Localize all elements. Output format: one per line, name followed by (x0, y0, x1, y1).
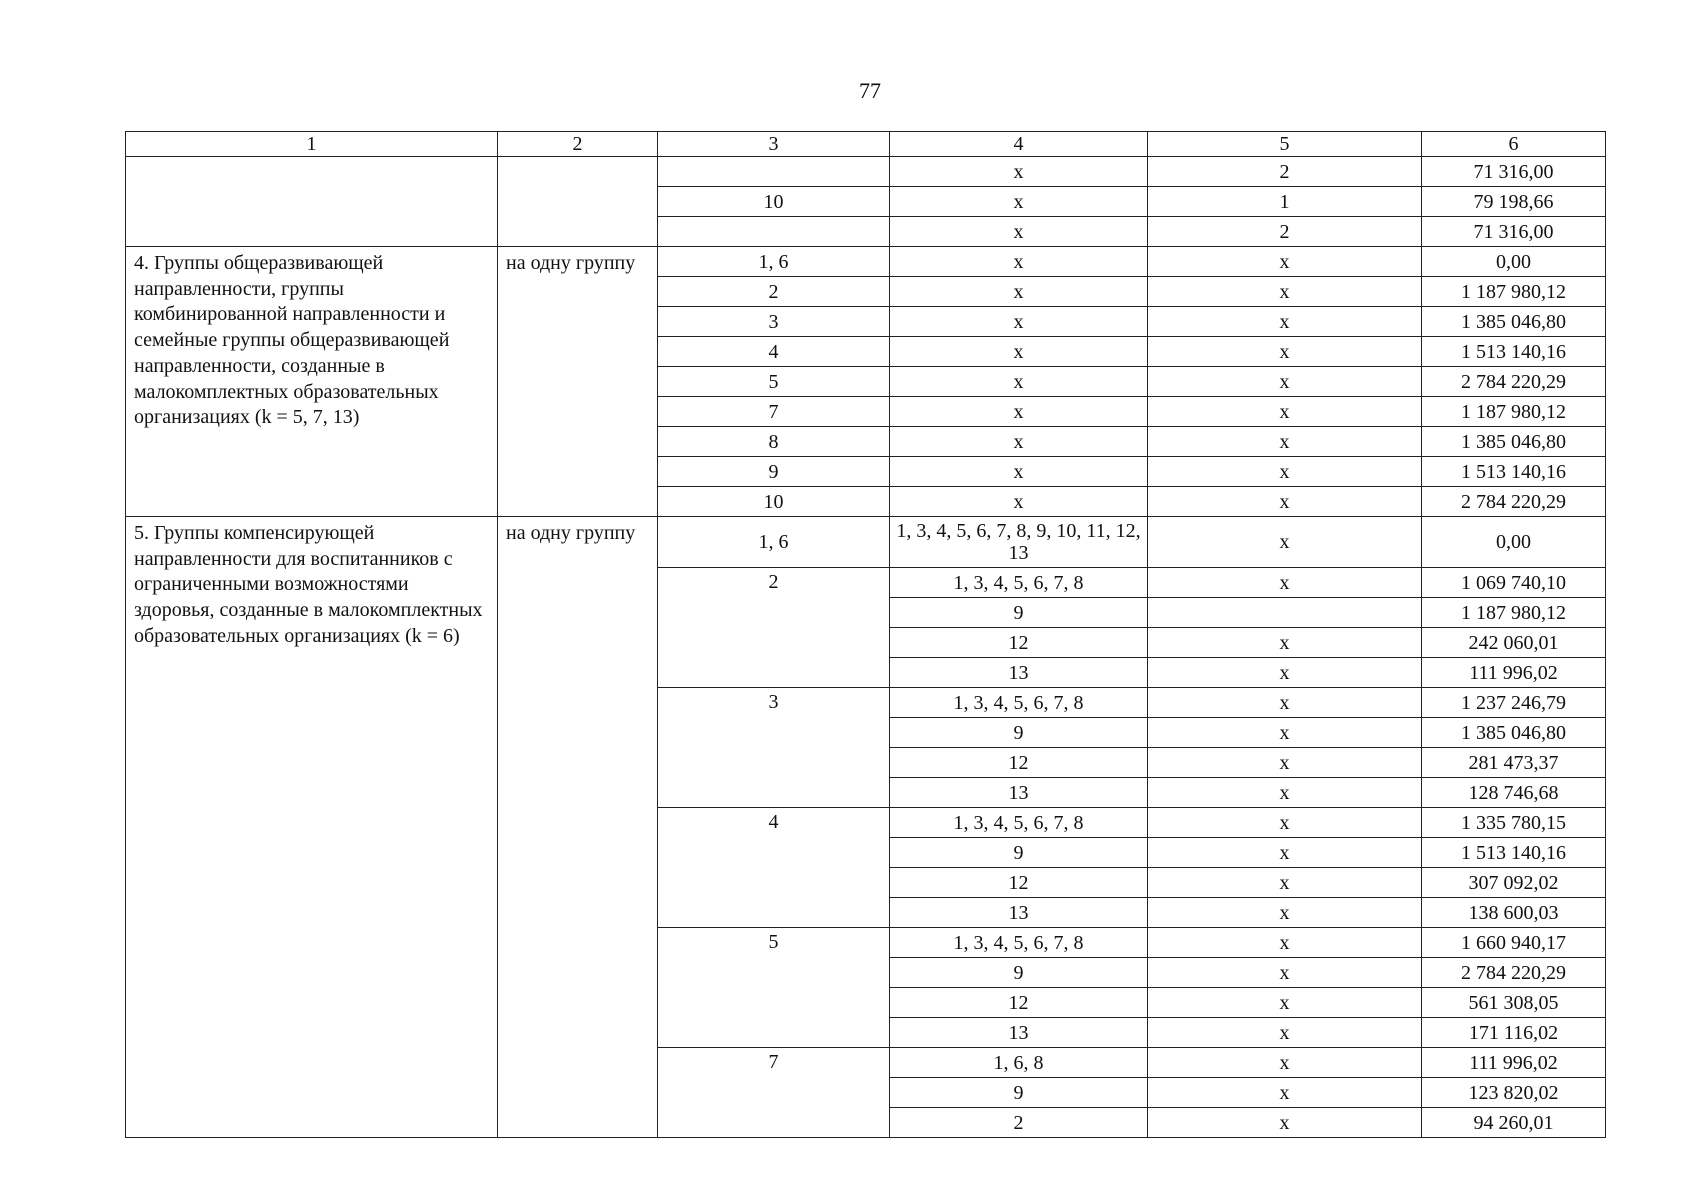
column-header-3: 3 (658, 132, 890, 157)
table-header-row (126, 132, 1606, 157)
cell-col4: 1, 3, 4, 5, 6, 7, 8 (890, 808, 1148, 838)
cell-col4: 12 (890, 988, 1148, 1018)
cell-col6: 128 746,68 (1422, 778, 1606, 808)
cell-col5: x (1148, 427, 1422, 457)
cell-col6: 71 316,00 (1422, 217, 1606, 247)
cell-col3: 4 (658, 337, 890, 367)
cell-col4: x (890, 157, 1148, 187)
cell-col6: 1 237 246,79 (1422, 688, 1606, 718)
cell-col4: 1, 3, 4, 5, 6, 7, 8, 9, 10, 11, 12, 13 (890, 517, 1148, 568)
cell-col4: 12 (890, 868, 1148, 898)
cell-col6: 1 385 046,80 (1422, 718, 1606, 748)
cell-col4: 13 (890, 1018, 1148, 1048)
column-header-4: 4 (890, 132, 1148, 157)
empty-unit-cell (498, 157, 658, 247)
cell-col5: x (1148, 1078, 1422, 1108)
cell-col4: 12 (890, 628, 1148, 658)
table-body (126, 132, 1606, 1138)
cell-col5: x (1148, 1108, 1422, 1138)
cell-col6: 1 187 980,12 (1422, 397, 1606, 427)
cell-col6: 1 385 046,80 (1422, 427, 1606, 457)
cell-col4: x (890, 427, 1148, 457)
cell-col4: x (890, 187, 1148, 217)
cell-col4: 9 (890, 718, 1148, 748)
cell-col5: x (1148, 457, 1422, 487)
cell-col5: x (1148, 1018, 1422, 1048)
cell-col4: x (890, 217, 1148, 247)
cell-col6: 0,00 (1422, 247, 1606, 277)
cell-col5: x (1148, 487, 1422, 517)
section4-name: 4. Группы общеразвивающей направленности, группы комбинированной направленности и семейные группы общеразвивающей направленности, созданные в малокомплектных образовательных организациях (k = 5, 7, 13) (126, 247, 498, 517)
cell-col6: 71 316,00 (1422, 157, 1606, 187)
cell-col3: 1, 6 (658, 247, 890, 277)
cell-col5: x (1148, 868, 1422, 898)
cell-col6: 2 784 220,29 (1422, 367, 1606, 397)
cell-col4: 13 (890, 658, 1148, 688)
group-category-cell: 5 (658, 928, 890, 1048)
cell-col6: 1 187 980,12 (1422, 598, 1606, 628)
cell-col4: 12 (890, 748, 1148, 778)
cell-col3: 3 (658, 307, 890, 337)
cell-col4: x (890, 397, 1148, 427)
cell-col4: x (890, 277, 1148, 307)
cell-col6: 111 996,02 (1422, 658, 1606, 688)
cell-col4: 1, 3, 4, 5, 6, 7, 8 (890, 688, 1148, 718)
table-row (126, 157, 1606, 187)
empty-name-cell (126, 157, 498, 247)
cell-col4: x (890, 487, 1148, 517)
cell-col4: x (890, 307, 1148, 337)
cell-col4: 9 (890, 958, 1148, 988)
cell-col5: x (1148, 808, 1422, 838)
cell-col5: x (1148, 397, 1422, 427)
cell-col4: x (890, 367, 1148, 397)
cell-col6: 242 060,01 (1422, 628, 1606, 658)
column-header-6: 6 (1422, 132, 1606, 157)
cell-col5: x (1148, 277, 1422, 307)
cell-col6: 307 092,02 (1422, 868, 1606, 898)
cell-col4: 9 (890, 838, 1148, 868)
cell-col6: 79 198,66 (1422, 187, 1606, 217)
cell-col5: x (1148, 628, 1422, 658)
cell-col5: x (1148, 337, 1422, 367)
cell-col5: x (1148, 307, 1422, 337)
cell-col5: x (1148, 748, 1422, 778)
cell-col5: x (1148, 517, 1422, 568)
cell-col6: 1 513 140,16 (1422, 457, 1606, 487)
cell-col3 (658, 157, 890, 187)
cell-col6: 1 513 140,16 (1422, 337, 1606, 367)
cell-col3: 5 (658, 367, 890, 397)
cell-col4: 9 (890, 598, 1148, 628)
page-number: 77 (859, 78, 881, 103)
group-category-cell: 3 (658, 688, 890, 808)
table-row (126, 517, 1606, 568)
cell-col4: 13 (890, 898, 1148, 928)
cell-col6: 2 784 220,29 (1422, 958, 1606, 988)
cell-col6: 123 820,02 (1422, 1078, 1606, 1108)
cell-col6: 171 116,02 (1422, 1018, 1606, 1048)
cell-col5: x (1148, 928, 1422, 958)
cell-col6: 1 335 780,15 (1422, 808, 1606, 838)
cell-col4: x (890, 337, 1148, 367)
cell-col6: 281 473,37 (1422, 748, 1606, 778)
cell-col3: 2 (658, 277, 890, 307)
section4-unit: на одну группу (498, 247, 658, 517)
cell-col3: 8 (658, 427, 890, 457)
tariff-table (125, 131, 1606, 1138)
cell-col4: 2 (890, 1108, 1148, 1138)
cell-col5: x (1148, 898, 1422, 928)
cell-col4: 1, 3, 4, 5, 6, 7, 8 (890, 928, 1148, 958)
cell-col5: x (1148, 838, 1422, 868)
group-category-cell: 4 (658, 808, 890, 928)
cell-col5: 1 (1148, 187, 1422, 217)
cell-col5: x (1148, 658, 1422, 688)
cell-col6: 1 187 980,12 (1422, 277, 1606, 307)
cell-col5: 2 (1148, 217, 1422, 247)
section5-name: 5. Группы компенсирующей направленности для воспитанников с ограниченными возможностями здоровья, созданные в малокомплектных образовательных организациях (k = 6) (126, 517, 498, 1138)
cell-col3: 9 (658, 457, 890, 487)
cell-col4: x (890, 247, 1148, 277)
cell-col4: 1, 3, 4, 5, 6, 7, 8 (890, 568, 1148, 598)
cell-col5: x (1148, 568, 1422, 598)
cell-col3 (658, 217, 890, 247)
cell-col5: x (1148, 367, 1422, 397)
cell-col6: 94 260,01 (1422, 1108, 1606, 1138)
cell-col4: 1, 6, 8 (890, 1048, 1148, 1078)
column-header-1: 1 (126, 132, 498, 157)
cell-col6: 561 308,05 (1422, 988, 1606, 1018)
group-category-cell: 2 (658, 568, 890, 688)
cell-col6: 2 784 220,29 (1422, 487, 1606, 517)
group-category-cell: 7 (658, 1048, 890, 1138)
cell-col6: 138 600,03 (1422, 898, 1606, 928)
cell-col3: 1, 6 (658, 517, 890, 568)
cell-col6: 1 385 046,80 (1422, 307, 1606, 337)
cell-col5: x (1148, 958, 1422, 988)
cell-col4: 13 (890, 778, 1148, 808)
cell-col6: 1 069 740,10 (1422, 568, 1606, 598)
cell-col5: x (1148, 1048, 1422, 1078)
cell-col3: 7 (658, 397, 890, 427)
column-header-2: 2 (498, 132, 658, 157)
section5-unit: на одну группу (498, 517, 658, 1138)
cell-col3: 10 (658, 187, 890, 217)
column-header-5: 5 (1148, 132, 1422, 157)
cell-col5: x (1148, 718, 1422, 748)
cell-col5: x (1148, 988, 1422, 1018)
cell-col5: x (1148, 778, 1422, 808)
cell-col4: x (890, 457, 1148, 487)
cell-col6: 1 513 140,16 (1422, 838, 1606, 868)
cell-col5 (1148, 598, 1422, 628)
cell-col6: 111 996,02 (1422, 1048, 1606, 1078)
cell-col5: x (1148, 247, 1422, 277)
cell-col5: 2 (1148, 157, 1422, 187)
table-row (126, 247, 1606, 277)
cell-col4: 9 (890, 1078, 1148, 1108)
cell-col5: x (1148, 688, 1422, 718)
cell-col6: 1 660 940,17 (1422, 928, 1606, 958)
cell-col3: 10 (658, 487, 890, 517)
cell-col6: 0,00 (1422, 517, 1606, 568)
